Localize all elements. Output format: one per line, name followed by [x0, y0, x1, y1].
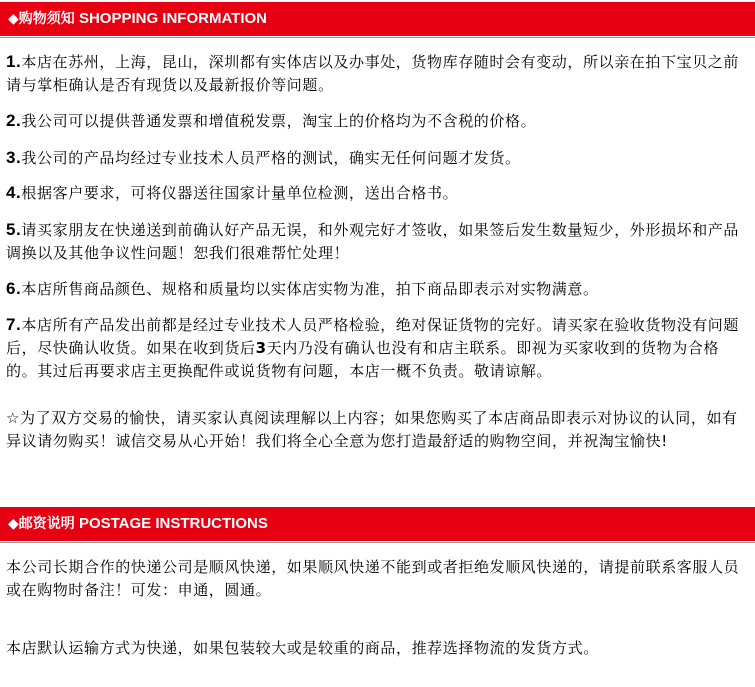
item-number: 5. — [6, 220, 22, 239]
item-number: 6. — [6, 279, 22, 298]
header-divider — [0, 542, 755, 543]
postage-text: 本店默认运输方式为快递，如果包装较大或是较重的商品，推荐选择物流的发货方式。 — [6, 639, 599, 657]
item-text: 天内乃没有确认也没有和店主联系。即视为买家收到的货物为合格的。其过后再要求店主更换配件或说货物有问题，本店一概不负责。敬请谅解。 — [6, 339, 720, 380]
closing-text: ☆为了双方交易的愉快，请买家认真阅读理解以上内容；如果您购买了本店商品即表示对协议的认同，如有异议请勿购买！诚信交易从心开始！我们将全心全意为您打造最舒适的购物空间，并祝淘宝愉快! — [6, 409, 738, 450]
item-text-bold: 3 — [255, 339, 267, 357]
shopping-item-6 — [6, 277, 749, 301]
item-text: 我公司的产品均经过专业技术人员严格的测试，确实无任何问题才发货。 — [21, 149, 521, 167]
postage-title-cn: ◆邮资说明 — [8, 516, 75, 532]
shopping-item-7 — [6, 313, 749, 383]
shopping-info-title-cn: ◆购物须知 — [8, 11, 75, 27]
postage-header — [0, 507, 755, 541]
item-text: 请买家朋友在快递送到前确认好产品无误，和外观完好才签收，如果签后发生数量短少，外形损坏和产品调换以及其他争议性问题！恕我们很难帮忙处理！ — [6, 221, 739, 262]
item-number: 1. — [6, 52, 22, 71]
item-text: 本店所有产品发出前都是经过专业技术人员严格检验，绝对保证货物的完好。请买家在验收货物没有问题后，尽快确认收货。如果在收到货后 — [6, 316, 739, 357]
shopping-item-1 — [6, 50, 749, 97]
shopping-info-title-en: SHOPPING INFORMATION — [78, 10, 268, 27]
item-text: 本店在苏州，上海，昆山，深圳都有实体店以及办事处，货物库存随时会有变动，所以亲在拍下宝贝之前请与掌柜确认是否有现货以及最新报价等问题。 — [6, 53, 739, 94]
shopping-item-2 — [6, 109, 749, 133]
shopping-item-4 — [6, 181, 749, 205]
item-text: 本店所售商品颜色、规格和质量均以实体店实物为准，拍下商品即表示对实物满意。 — [21, 280, 599, 298]
postage-text: 本公司长期合作的快递公司是顺风快递，如果顺风快递不能到或者拒绝发顺风快递的，请提前联系客服人员或在购物时备注！可发：申通，圆通。 — [6, 558, 740, 599]
item-number: 3. — [6, 148, 22, 167]
shopping-item-3 — [6, 146, 749, 170]
item-text: 根据客户要求，可将仪器送往国家计量单位检测，送出合格书。 — [21, 184, 459, 202]
shopping-item-5 — [6, 218, 749, 265]
postage-title-en: POSTAGE INSTRUCTIONS — [78, 515, 268, 532]
shopping-closing — [6, 407, 749, 453]
postage-title — [8, 507, 268, 541]
header-divider — [0, 37, 755, 38]
shopping-info-title — [8, 2, 267, 36]
item-text: 我公司可以提供普通发票和增值税发票，淘宝上的价格均为不含税的价格。 — [21, 112, 537, 130]
item-number: 7. — [6, 315, 22, 334]
shopping-info-header — [0, 2, 755, 36]
item-number: 4. — [6, 183, 22, 202]
postage-paragraph-1 — [6, 556, 749, 602]
postage-paragraph-2 — [6, 637, 749, 660]
item-number: 2. — [6, 111, 22, 130]
